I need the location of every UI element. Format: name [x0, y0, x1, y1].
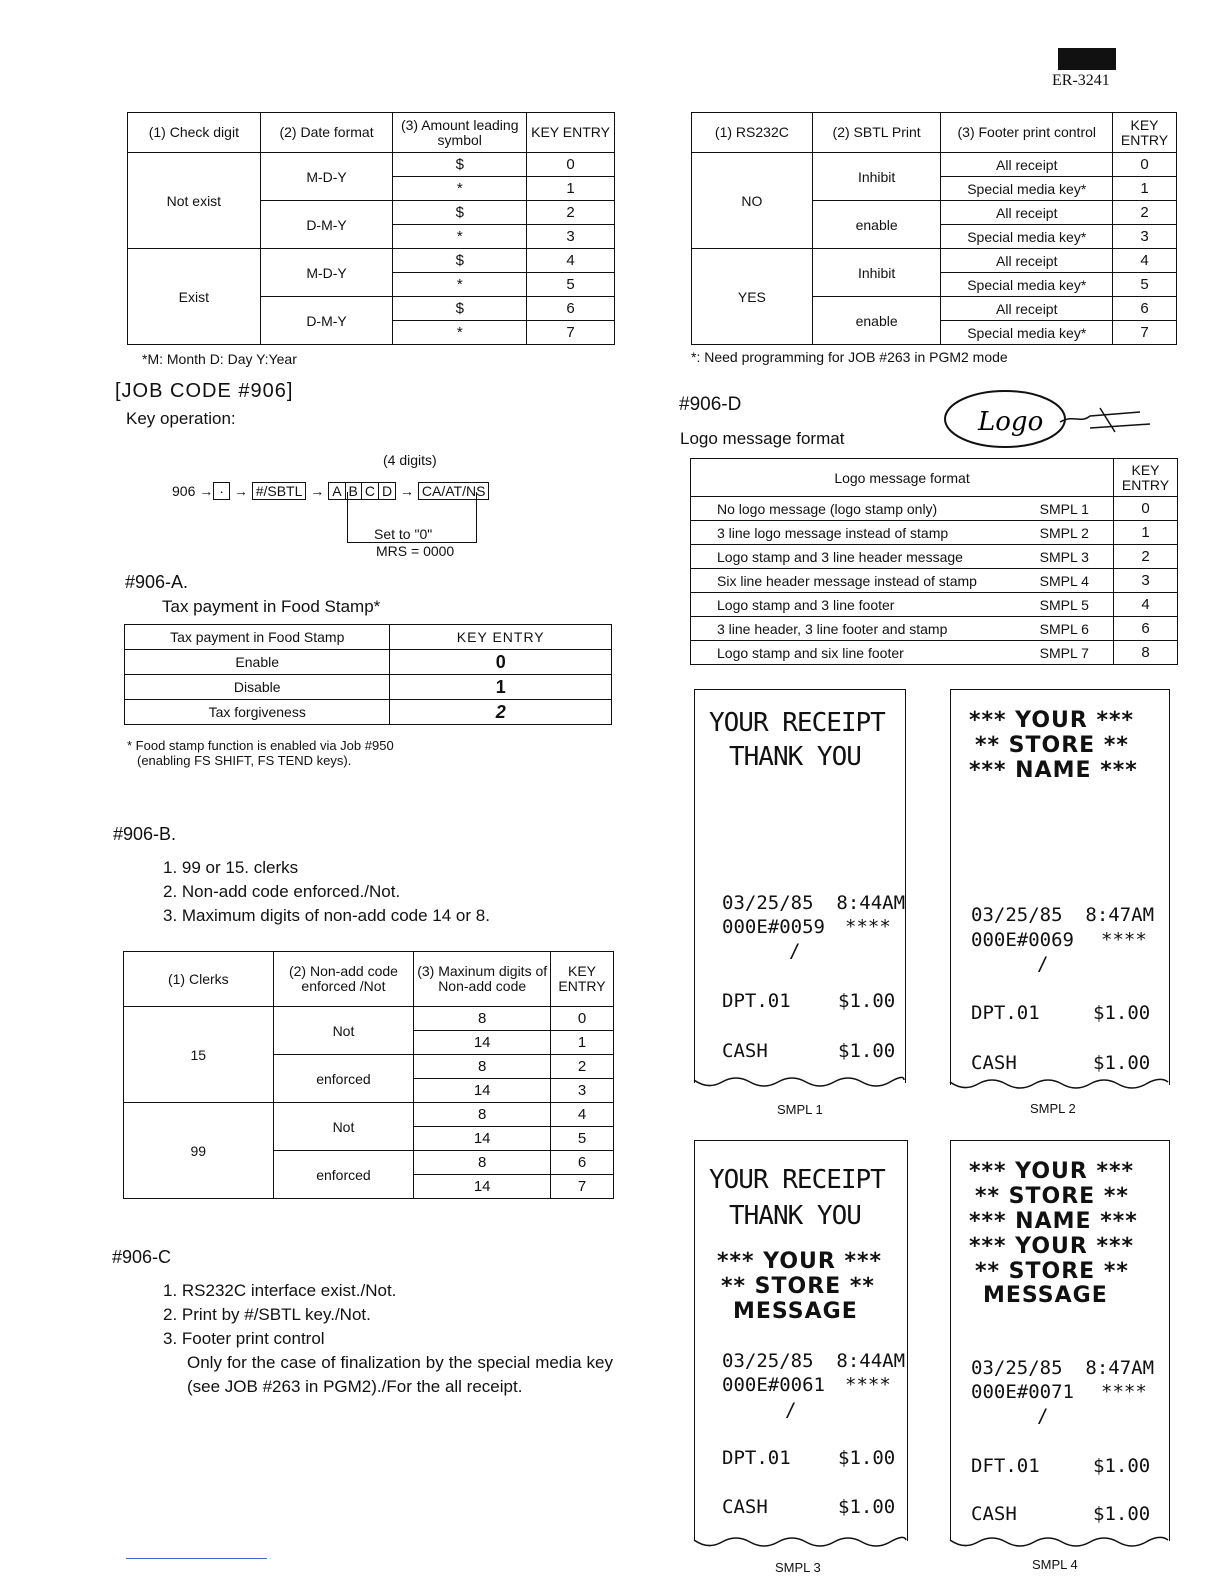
- check-val: Not exist: [128, 153, 261, 249]
- receipt-cash-amount: $1.00: [1093, 1503, 1151, 1525]
- digits-label: (4 digits): [383, 452, 437, 468]
- symbol-val: $: [393, 249, 527, 273]
- logo-desc: 3 line header, 3 line footer and stamp: [691, 617, 1040, 641]
- footer-val: All receipt: [941, 153, 1113, 177]
- receipt-caption: SMPL 3: [775, 1560, 821, 1575]
- receipt-sample-2: [950, 689, 1170, 1085]
- receipt-header: ** STORE **: [975, 733, 1129, 758]
- date-val: D-M-Y: [260, 201, 393, 249]
- digits-val: 14: [414, 1079, 551, 1103]
- enforced-val: Not: [273, 1007, 414, 1055]
- dot-key: ·: [213, 482, 230, 500]
- receipt-consecutive: 000E#0069: [971, 929, 1074, 951]
- col-rs232c: (1) RS232C: [692, 113, 813, 153]
- key-val: 0: [1113, 153, 1177, 177]
- clerks-val: 99: [124, 1103, 274, 1199]
- footer-val: All receipt: [941, 201, 1113, 225]
- receipt-date: 03/25/85 8:47AM: [971, 904, 1155, 926]
- arrow: →: [400, 483, 415, 499]
- receipt-tear-edge: [948, 1078, 1170, 1098]
- col-logo-format: Logo message format: [691, 459, 1114, 497]
- receipt-cash-amount: $1.00: [838, 1040, 896, 1062]
- symbol-val: *: [393, 177, 527, 201]
- col-key-entry: KEY ENTRY: [527, 113, 615, 153]
- key-val: 7: [551, 1175, 614, 1199]
- receipt-stars: ****: [1101, 929, 1147, 951]
- tax-key: 2: [390, 700, 612, 725]
- key-val: 8: [1114, 641, 1178, 665]
- logo-sketch-stroke: [1060, 408, 1150, 432]
- key-val: 6: [527, 297, 615, 321]
- col-sbtl-print: (2) SBTL Print: [812, 113, 941, 153]
- key-val: 3: [1113, 225, 1177, 249]
- key-val: 1: [1114, 521, 1178, 545]
- rs-val: YES: [692, 249, 813, 345]
- receipt-slash: /: [1037, 953, 1049, 975]
- symbol-val: *: [393, 273, 527, 297]
- logo-sample: SMPL 5: [1040, 593, 1114, 617]
- footer-val: All receipt: [941, 249, 1113, 273]
- digits-val: 8: [414, 1007, 551, 1031]
- receipt-header: ** STORE **: [975, 1184, 1129, 1209]
- date-format-note: *M: Month D: Day Y:Year: [142, 351, 297, 367]
- note-line-2: (enabling FS SHIFT, FS TEND keys).: [137, 753, 352, 768]
- receipt-amount: $1.00: [1093, 1455, 1151, 1477]
- logo-sample: SMPL 7: [1040, 641, 1114, 665]
- receipt-consecutive: 000E#0061: [722, 1374, 825, 1396]
- receipt-cash: CASH: [971, 1052, 1017, 1074]
- logo-sketch: [940, 384, 1160, 454]
- sbtl-key: #/SBTL: [252, 482, 307, 500]
- col-check-digit: (1) Check digit: [128, 113, 261, 153]
- logo-sample: SMPL 4: [1040, 569, 1114, 593]
- col-key-entry: KEY ENTRY: [1113, 113, 1177, 153]
- footer-val: Special media key*: [941, 321, 1113, 345]
- key-val: 3: [551, 1079, 614, 1103]
- receipt-amount: $1.00: [838, 1447, 896, 1469]
- list-item: 2. Non-add code enforced./Not.: [163, 882, 401, 901]
- logo-sample: SMPL 3: [1040, 545, 1114, 569]
- key-val: 4: [551, 1103, 614, 1127]
- arrow: →: [199, 483, 214, 499]
- section-b-list: [163, 856, 490, 928]
- col-clerks: (1) Clerks: [124, 952, 274, 1007]
- logo-sketch-text: Logo: [978, 407, 1044, 437]
- section-d-subtitle: Logo message format: [680, 429, 845, 448]
- receipt-caption: SMPL 2: [1030, 1101, 1076, 1116]
- tax-key: 0: [390, 650, 612, 675]
- key-val: 0: [551, 1007, 614, 1031]
- receipt-header: ** STORE **: [975, 1259, 1129, 1284]
- col-non-add: (2) Non-add code enforced /Not: [273, 952, 414, 1007]
- sbtl-val: enable: [812, 297, 941, 345]
- key-val: 3: [527, 225, 615, 249]
- key-val: 5: [527, 273, 615, 297]
- receipt-slash: /: [785, 1399, 797, 1421]
- check-digit-table: [127, 112, 615, 345]
- key-val: 7: [527, 321, 615, 345]
- job-code-title: [JOB CODE #906]: [115, 380, 294, 402]
- symbol-val: *: [393, 225, 527, 249]
- receipt-dept: DFT.01: [971, 1455, 1040, 1477]
- logo-sample: SMPL 1: [1040, 497, 1114, 521]
- receipt-header: MESSAGE: [983, 1283, 1108, 1308]
- col-footer-control: (3) Footer print control: [941, 113, 1113, 153]
- receipt-caption: SMPL 4: [1032, 1557, 1078, 1572]
- list-item: 1. 99 or 15. clerks: [163, 858, 299, 877]
- rs232c-note: *: Need programming for JOB #263 in PGM2 mode: [691, 349, 1008, 365]
- receipt-header: *** YOUR ***: [969, 708, 1135, 733]
- mrs-label: MRS = 0000: [376, 543, 455, 559]
- receipt-line: YOUR RECEIPT: [709, 708, 885, 738]
- receipt-tear-edge: [692, 1536, 908, 1554]
- clerks-table: [123, 951, 614, 1199]
- date-val: M-D-Y: [260, 153, 393, 201]
- note-line-1: * Food stamp function is enabled via Job #950: [127, 738, 394, 753]
- key-val: 5: [551, 1127, 614, 1151]
- symbol-val: *: [393, 321, 527, 345]
- receipt-slash: /: [789, 940, 801, 962]
- receipt-consecutive: 000E#0071: [971, 1381, 1074, 1403]
- key-operation-label: Key operation:: [126, 409, 236, 428]
- key-val: 2: [1113, 201, 1177, 225]
- key-val: 0: [527, 153, 615, 177]
- key-val: 7: [1113, 321, 1177, 345]
- digit-key-b: B: [346, 482, 362, 500]
- key-val: 6: [1113, 297, 1177, 321]
- receipt-header: MESSAGE: [733, 1299, 858, 1324]
- section-c-heading: #906-C: [112, 1247, 172, 1267]
- logo-sample: SMPL 6: [1040, 617, 1114, 641]
- section-a-subtitle: Tax payment in Food Stamp*: [162, 597, 381, 616]
- receipt-line: YOUR RECEIPT: [709, 1165, 885, 1195]
- col-date-format: (2) Date format: [260, 113, 393, 153]
- key-val: 1: [1113, 177, 1177, 201]
- key-val: 2: [551, 1055, 614, 1079]
- digits-val: 14: [414, 1175, 551, 1199]
- receipt-sample-4: [950, 1140, 1170, 1541]
- receipt-dept: DPT.01: [971, 1002, 1040, 1024]
- food-stamp-table: [124, 624, 612, 725]
- receipt-cash: CASH: [722, 1040, 768, 1062]
- date-val: D-M-Y: [260, 297, 393, 345]
- key-val: 4: [1114, 593, 1178, 617]
- set-to-label: Set to "0": [374, 526, 433, 542]
- check-val: Exist: [128, 249, 261, 345]
- logo-desc: No logo message (logo stamp only): [691, 497, 1040, 521]
- key-val: 4: [527, 249, 615, 273]
- key-val: 1: [527, 177, 615, 201]
- header-black-tab: [1058, 48, 1116, 70]
- tax-option: Tax forgiveness: [125, 700, 390, 725]
- digit-key-c: C: [362, 482, 379, 500]
- receipt-amount: $1.00: [1093, 1002, 1151, 1024]
- section-b-heading: #906-B.: [113, 824, 177, 844]
- key-val: 2: [527, 201, 615, 225]
- list-item-detail: Only for the case of finalization by the special media key (see JOB #263 in PGM2)./For the all receipt.: [187, 1353, 613, 1396]
- digits-val: 8: [414, 1151, 551, 1175]
- food-stamp-note: [127, 738, 394, 768]
- receipt-header: *** YOUR ***: [969, 1159, 1135, 1184]
- digits-val: 8: [414, 1055, 551, 1079]
- key-val: 4: [1113, 249, 1177, 273]
- enforced-val: Not: [273, 1103, 414, 1151]
- logo-format-table: [690, 458, 1178, 665]
- footer-val: Special media key*: [941, 177, 1113, 201]
- col-key-entry: KEY ENTRY: [551, 952, 614, 1007]
- footnote-rule: [126, 1558, 267, 1559]
- receipt-header: *** YOUR ***: [969, 1234, 1135, 1259]
- footer-val: All receipt: [941, 297, 1113, 321]
- receipt-header: *** NAME ***: [969, 758, 1138, 783]
- receipt-header: *** NAME ***: [969, 1209, 1138, 1234]
- receipt-consecutive: 000E#0059: [722, 916, 825, 938]
- section-a-heading: #906-A.: [125, 572, 189, 592]
- list-item: 3. Footer print control: [163, 1329, 325, 1348]
- receipt-dept: DPT.01: [722, 1447, 791, 1469]
- receipt-cash-amount: $1.00: [838, 1496, 896, 1518]
- footer-val: Special media key*: [941, 273, 1113, 297]
- sbtl-val: Inhibit: [812, 153, 941, 201]
- receipt-sample-1: [694, 689, 906, 1083]
- receipt-line: THANK YOU: [729, 742, 861, 772]
- receipt-date: 03/25/85 8:47AM: [971, 1357, 1155, 1379]
- sbtl-val: enable: [812, 201, 941, 249]
- receipt-cash-amount: $1.00: [1093, 1052, 1151, 1074]
- receipt-header: ** STORE **: [721, 1274, 875, 1299]
- receipt-date: 03/25/85 8:44AM: [722, 1350, 906, 1372]
- key-val: 1: [551, 1031, 614, 1055]
- receipt-stars: ****: [1101, 1381, 1147, 1403]
- symbol-val: $: [393, 297, 527, 321]
- footer-val: Special media key*: [941, 225, 1113, 249]
- receipt-date: 03/25/85 8:44AM: [722, 892, 906, 914]
- logo-desc: Six line header message instead of stamp: [691, 569, 1040, 593]
- tax-option: Enable: [125, 650, 390, 675]
- receipt-cash: CASH: [971, 1503, 1017, 1525]
- arrow: →: [310, 483, 325, 499]
- key-val: 3: [1114, 569, 1178, 593]
- digit-key-d: D: [379, 482, 396, 500]
- logo-desc: Logo stamp and six line footer: [691, 641, 1040, 665]
- rs-val: NO: [692, 153, 813, 249]
- key-val: 5: [1113, 273, 1177, 297]
- receipt-slash: /: [1037, 1405, 1049, 1427]
- receipt-header: *** YOUR ***: [717, 1249, 883, 1274]
- finish-key: CA/AT/NS: [418, 482, 490, 500]
- date-val: M-D-Y: [260, 249, 393, 297]
- col-tax-payment: Tax payment in Food Stamp: [125, 625, 390, 650]
- arrow: →: [233, 483, 248, 499]
- col-key-entry: KEY ENTRY: [1114, 459, 1178, 497]
- receipt-line: THANK YOU: [729, 1201, 861, 1231]
- logo-desc: Logo stamp and 3 line footer: [691, 593, 1040, 617]
- receipt-caption: SMPL 1: [777, 1102, 823, 1117]
- enforced-val: enforced: [273, 1151, 414, 1199]
- receipt-cash: CASH: [722, 1496, 768, 1518]
- receipt-stars: ****: [845, 1374, 891, 1396]
- job-number: 906: [172, 483, 196, 499]
- receipt-tear-edge: [692, 1076, 906, 1096]
- logo-desc: Logo stamp and 3 line header message: [691, 545, 1040, 569]
- digit-key-a: A: [328, 482, 345, 500]
- col-key-entry: KEY ENTRY: [390, 625, 612, 650]
- col-max-digits: (3) Maxinum digits of Non-add code: [414, 952, 551, 1007]
- receipt-stars: ****: [845, 916, 891, 938]
- key-val: 6: [551, 1151, 614, 1175]
- key-val: 0: [1114, 497, 1178, 521]
- receipt-dept: DPT.01: [722, 990, 791, 1012]
- sbtl-val: Inhibit: [812, 249, 941, 297]
- enforced-val: enforced: [273, 1055, 414, 1103]
- key-val: 2: [1114, 545, 1178, 569]
- model-number: ER-3241: [1052, 72, 1110, 89]
- tax-key: 1: [390, 675, 612, 700]
- list-item: 3. Maximum digits of non-add code 14 or 8.: [163, 906, 490, 925]
- receipt-sample-3: [694, 1140, 908, 1541]
- list-item: 2. Print by #/SBTL key./Not.: [163, 1305, 371, 1324]
- receipt-tear-edge: [948, 1536, 1170, 1554]
- clerks-val: 15: [124, 1007, 274, 1103]
- receipt-amount: $1.00: [838, 990, 896, 1012]
- section-d-heading: #906-D: [679, 394, 742, 415]
- logo-sample: SMPL 2: [1040, 521, 1114, 545]
- symbol-val: $: [393, 153, 527, 177]
- col-amount-symbol: (3) Amount leading symbol: [393, 113, 527, 153]
- rs232c-table: [691, 112, 1177, 345]
- symbol-val: $: [393, 201, 527, 225]
- digits-val: 14: [414, 1127, 551, 1151]
- digits-val: 14: [414, 1031, 551, 1055]
- logo-desc: 3 line logo message instead of stamp: [691, 521, 1040, 545]
- key-val: 6: [1114, 617, 1178, 641]
- tax-option: Disable: [125, 675, 390, 700]
- list-item: 1. RS232C interface exist./Not.: [163, 1281, 397, 1300]
- digits-val: 8: [414, 1103, 551, 1127]
- section-c-list: [163, 1279, 613, 1399]
